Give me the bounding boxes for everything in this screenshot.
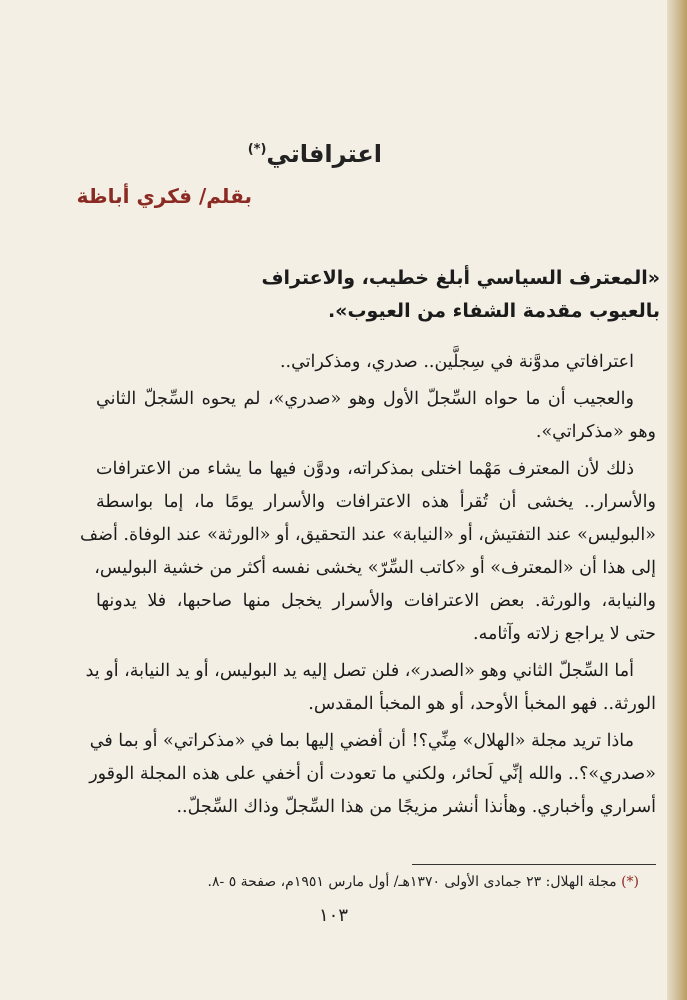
paragraph xyxy=(96,342,656,379)
footnote xyxy=(208,874,639,890)
text-line: إلى هذا أن «المعترف» أو «كاتب السِّرّ» يخشى نفسه أكثر من خشية البوليس، xyxy=(94,558,656,578)
paragraph xyxy=(85,651,656,721)
footnote-text: مجلة الهلال: ٢٣ جمادى الأولى ١٣٧٠هـ/ أول مارس ١٩٥١م، صفحة ٥ -٨. xyxy=(207,874,617,890)
chapter-title xyxy=(248,140,382,168)
quote-line: بالعيوب مقدمة الشفاء من العيوب». xyxy=(327,300,660,322)
text-line: الورثة.. فهو المخبأ الأوحد، أو هو المخبأ المقدس. xyxy=(308,694,656,714)
body-text xyxy=(80,342,656,824)
book-page-edge xyxy=(667,0,687,1000)
epigraph-quote xyxy=(100,262,660,328)
text-line: حتى لا يراجع زلاته وآثامه. xyxy=(473,624,656,644)
text-line: «صدري»؟.. والله إنِّي لَحائر، ولكني ما تعودت أن أخفي على هذه المجلة الوقور xyxy=(89,764,656,784)
text-line: اعترافاتي مدوَّنة في سِجلَّين.. صدري، ومذكراتي.. xyxy=(279,352,634,372)
author-byline: بقلم/ فكري أباظة xyxy=(76,184,252,208)
paragraph xyxy=(96,379,656,449)
text-line: أسراري وأخباري. وهأنذا أنشر مزيجًا من هذا السِّجلّ وذاك السِّجلّ.. xyxy=(176,797,656,817)
quote-line: «المعترف السياسي أبلغ خطيب، والاعتراف xyxy=(261,267,660,289)
page-number: ١٠٣ xyxy=(318,905,348,926)
footnote-divider xyxy=(412,864,656,865)
text-line: والأسرار.. يخشى أن تُقرأ هذه الاعترافات والأسرار يومًا ما، إما بواسطة xyxy=(96,492,656,512)
title-footnote-marker: (*) xyxy=(247,142,267,157)
text-line: وهو «مذكراتي». xyxy=(535,422,656,442)
text-line: والنيابة، والورثة. بعض الاعترافات والأسرار يخجل منها صاحبها، فلا يدونها xyxy=(96,591,656,611)
text-line: والعجيب أن ما حواه السِّجلّ الأول وهو «صدري»، لم يحوه السِّجلّ الثاني xyxy=(96,389,634,409)
text-line: أما السِّجلّ الثاني وهو «الصدر»، فلن تصل إليه يد البوليس، أو يد النيابة، أو يد xyxy=(85,661,634,681)
text-line: «البوليس» عند التفتيش، أو «النيابة» عند التحقيق، أو «الورثة» عند الوفاة. أضف xyxy=(80,525,656,545)
footnote-marker: (*) xyxy=(621,874,639,890)
chapter-title-text: اعترافاتي xyxy=(266,140,382,168)
paragraph xyxy=(80,449,656,651)
text-line: ذلك لأن المعترف مَهْما اختلى بمذكراته، ودوَّن فيها ما يشاء من الاعترافات xyxy=(96,459,634,479)
paragraph xyxy=(89,721,656,824)
text-line: ماذا تريد مجلة «الهلال» مِنِّي؟! أن أفضي إليها بما في «مذكراتي» أو بما في xyxy=(89,731,634,751)
